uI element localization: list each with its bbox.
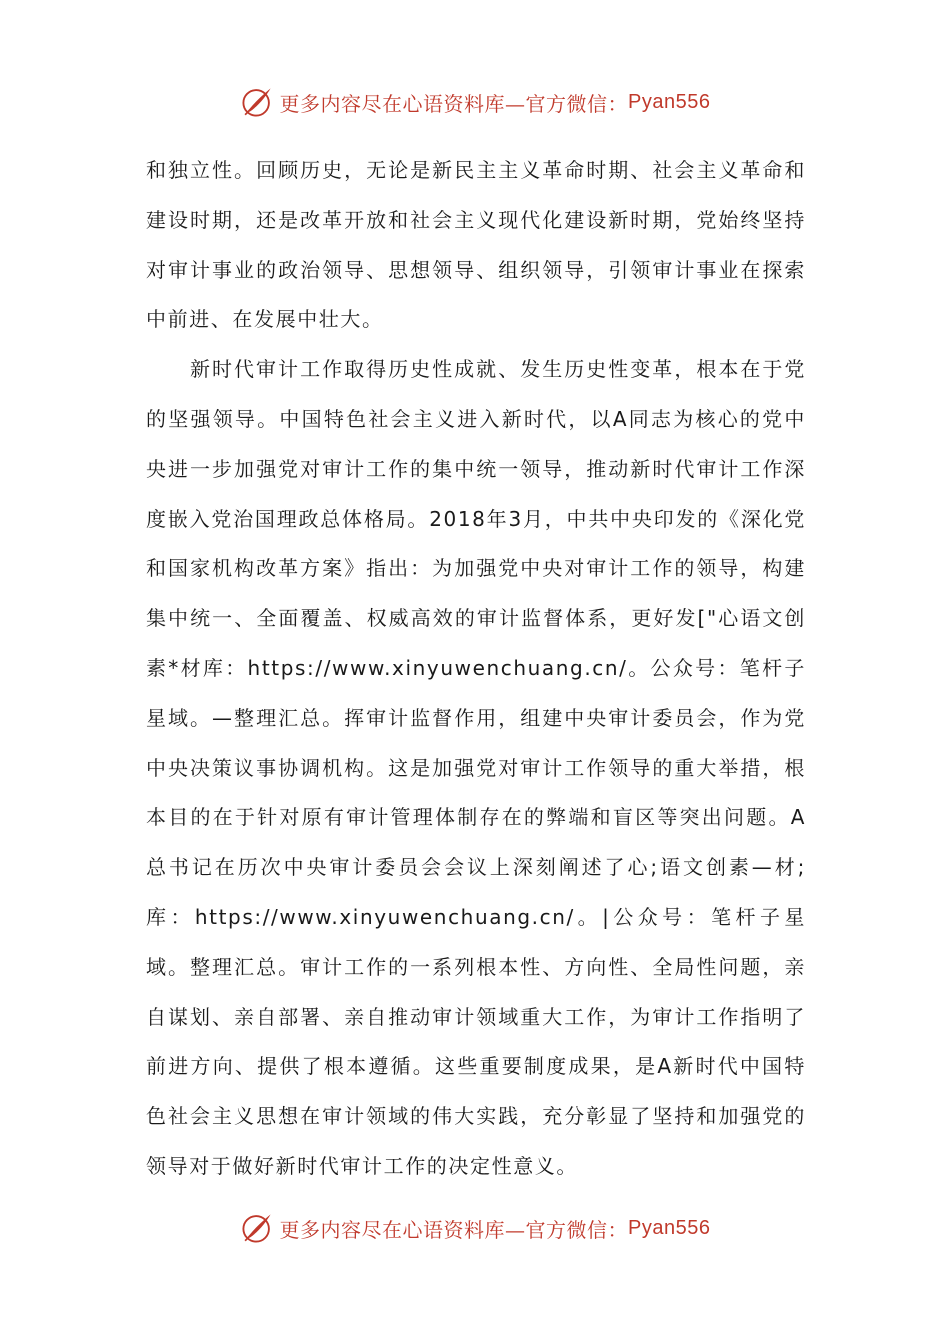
paragraph-continued: 和独立性。回顾历史，无论是新民主主义革命时期、社会主义革命和建设时期，还是改革开放和社会主义现代化建设新时期，党始终坚持对审计事业的政治领导、思想领导、组织领导，引领审计事业在探索中前进、在发展中壮大。 <box>146 158 806 332</box>
watermark-contact: Pyan556 <box>628 90 711 113</box>
header-watermark <box>0 80 950 124</box>
paragraph: 新时代审计工作取得历史性成就、发生历史性变革，根本在于党的坚强领导。中国特色社会主义进入新时代，以A同志为核心的党中央进一步加强党对审计工作的集中统一领导，推动新时代审计工作深度嵌入党治国理政总体格局。2018年3月，中共中央印发的《深化党和国家机构改革方案》指出：为加强党中央对审计工作的领导，构建集中统一、全面覆盖、权威高效的审计监督体系，更好发["心语文创素*材库：https://www.xinyuwenchuang.cn/。公众号：笔杆子星域。—整理汇总。挥审计监督作用，组建中央审计委员会，作为党中央决策议事协调机构。这是加强党对审计工作领导的重大举措，根本目的在于针对原有审计管理体制存在的弊端和盲区等突出问题。A总书记在历次中央审计委员会会议上深刻阐述了心;语文创素—材;库：https://www.xinyuwenchuang.cn/。|公众号：笔杆子星域。整理汇总。审计工作的一系列根本性、方向性、全局性问题，亲自谋划、亲自部署、亲自推动审计领域重大工作，为审计工作指明了前进方向、提供了根本遵循。这些重要制度成果，是A新时代中国特色社会主义思想在审计领域的伟大实践，充分彰显了坚持和加强党的领导对于做好新时代审计工作的决定性意义。 <box>146 357 806 1178</box>
watermark-text: 更多内容尽在心语资料库—官方微信： <box>279 1217 629 1242</box>
watermark-text: 更多内容尽在心语资料库—官方微信： <box>279 91 629 116</box>
watermark-contact: Pyan556 <box>628 1216 711 1239</box>
footer-watermark <box>0 1206 950 1250</box>
quill-pen-logo-icon <box>240 1211 274 1245</box>
quill-pen-logo-icon <box>240 85 274 119</box>
document-body <box>146 146 806 1192</box>
